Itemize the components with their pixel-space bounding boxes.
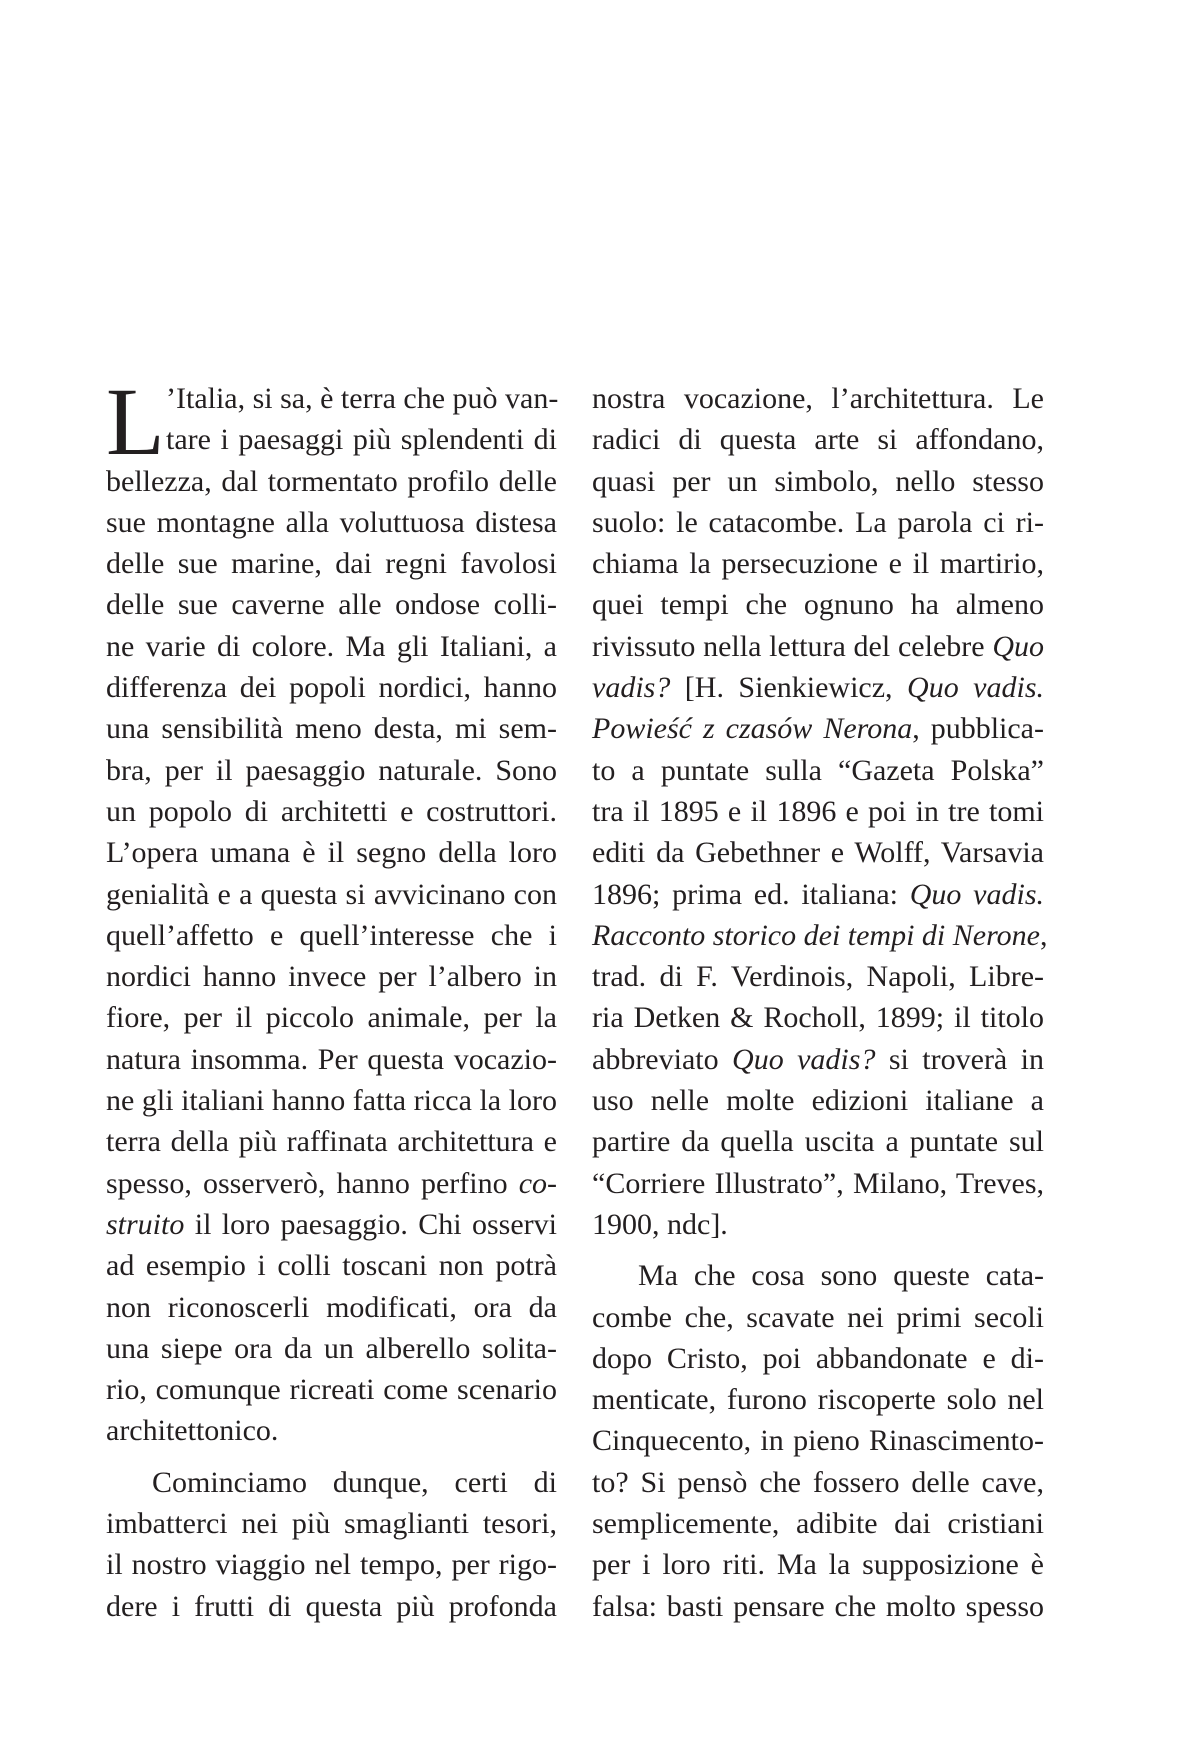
body-text: ria Detken & Rocholl, 1899; il titolo bbox=[592, 1001, 1044, 1035]
body-text: una siepe ora da un alberello solita- bbox=[106, 1331, 557, 1365]
text-line bbox=[592, 1255, 1044, 1296]
text-line bbox=[106, 667, 557, 708]
body-text: falsa: basti pensare che molto spesso bbox=[592, 1589, 1044, 1623]
text-line bbox=[106, 461, 557, 502]
body-text: rio, comunque ricreati come scenario bbox=[106, 1373, 557, 1407]
body-text: L’opera umana è il segno della loro bbox=[106, 836, 557, 870]
text-line bbox=[592, 1080, 1044, 1121]
body-text: to? Si pensò che fossero delle cave, bbox=[592, 1465, 1044, 1499]
body-text: sue montagne alla voluttuosa distesa bbox=[106, 505, 557, 539]
body-text: fiore, per il piccolo animale, per la bbox=[106, 1001, 557, 1035]
text-line bbox=[592, 956, 1044, 997]
text-line bbox=[106, 1328, 557, 1369]
text-line bbox=[106, 1287, 557, 1328]
text-line bbox=[106, 1410, 557, 1451]
text-line bbox=[592, 1503, 1044, 1544]
text-line bbox=[592, 1204, 1044, 1245]
body-text: ne varie di colore. Ma gli Italiani, a bbox=[106, 629, 557, 663]
text-line bbox=[106, 1039, 557, 1080]
text-line bbox=[106, 1204, 557, 1245]
body-text: radici di questa arte si affondano, bbox=[592, 423, 1044, 457]
text-line bbox=[106, 1544, 557, 1585]
text-line bbox=[106, 832, 557, 873]
body-text: spesso, osserverò, hanno perfino bbox=[106, 1166, 519, 1200]
text-line bbox=[106, 1503, 557, 1544]
body-text: Cominciamo dunque, certi di bbox=[152, 1465, 557, 1499]
body-text: terra della più raffinata architettura e bbox=[106, 1125, 557, 1159]
text-line bbox=[106, 1369, 557, 1410]
text-line bbox=[592, 378, 1044, 419]
left-text-column bbox=[106, 368, 559, 1627]
body-text: to a puntate sulla “Gazeta Polska” bbox=[592, 753, 1044, 787]
body-text: bellezza, dal tormentato profilo delle bbox=[106, 464, 557, 498]
right-column-lines bbox=[592, 378, 1048, 1627]
body-text: dere i frutti di questa più profonda bbox=[106, 1589, 557, 1623]
text-line bbox=[592, 1338, 1044, 1379]
body-text: uso nelle molte edizioni italiane a bbox=[592, 1084, 1044, 1118]
text-line bbox=[106, 378, 557, 419]
body-text: menticate, furono riscoperte solo nel bbox=[592, 1383, 1044, 1417]
text-line bbox=[106, 791, 557, 832]
text-line bbox=[106, 1121, 557, 1162]
text-line bbox=[592, 832, 1044, 873]
body-text: bra, per il paesaggio naturale. Sono bbox=[106, 753, 557, 787]
body-text: un popolo di architetti e costruttori. bbox=[106, 794, 557, 828]
body-text: rivissuto nella lettura del celebre bbox=[592, 629, 993, 663]
body-text: semplicemente, adibite dai cristiani bbox=[592, 1507, 1044, 1541]
text-line bbox=[106, 626, 557, 667]
body-text: quasi per un simbolo, nello stesso bbox=[592, 464, 1044, 498]
text-line bbox=[106, 1586, 557, 1627]
body-text: una sensibilità meno desta, mi sem- bbox=[106, 712, 557, 746]
italic-text: Quo vadis. bbox=[909, 877, 1044, 911]
text-line bbox=[592, 997, 1044, 1038]
body-text: natura insomma. Per questa vocazio- bbox=[106, 1042, 557, 1076]
body-text: si troverà in bbox=[875, 1042, 1045, 1076]
body-text: non riconoscerli modificati, ora da bbox=[106, 1290, 557, 1324]
text-line bbox=[592, 750, 1044, 791]
text-line bbox=[106, 750, 557, 791]
text-line bbox=[592, 708, 1044, 749]
body-text: ne gli italiani hanno fatta ricca la loro bbox=[106, 1084, 557, 1118]
body-text: quei tempi che ognuno ha almeno bbox=[592, 588, 1044, 622]
text-line bbox=[592, 626, 1044, 667]
text-line bbox=[106, 419, 557, 460]
body-text: chiama la persecuzione e il martirio, bbox=[592, 547, 1044, 581]
body-text: dopo Cristo, poi abbandonate e di- bbox=[592, 1341, 1044, 1375]
text-line bbox=[106, 543, 557, 584]
text-line bbox=[106, 502, 557, 543]
italic-text: co- bbox=[518, 1166, 557, 1200]
text-line bbox=[106, 1462, 557, 1503]
text-line bbox=[592, 1297, 1044, 1338]
text-line bbox=[592, 874, 1044, 915]
text-line bbox=[592, 791, 1044, 832]
text-line bbox=[592, 1039, 1044, 1080]
body-text: suolo: le catacombe. La parola ci ri- bbox=[592, 505, 1044, 539]
body-text: per i loro riti. Ma la supposizione è bbox=[592, 1548, 1044, 1582]
text-line bbox=[592, 584, 1044, 625]
body-text: , pubblica- bbox=[912, 712, 1044, 746]
text-line bbox=[592, 502, 1044, 543]
text-line bbox=[592, 1163, 1044, 1204]
body-text: ’Italia, si sa, è terra che può van- bbox=[166, 382, 559, 415]
body-text: , bbox=[1039, 918, 1048, 952]
text-line bbox=[592, 667, 1044, 708]
body-text: delle sue caverne alle ondose colli- bbox=[106, 588, 557, 622]
text-line bbox=[106, 874, 557, 915]
body-text: [H. Sienkiewicz, bbox=[670, 671, 908, 705]
right-text-column bbox=[592, 378, 1048, 1627]
italic-text: Quo vadis? bbox=[732, 1042, 876, 1076]
text-line bbox=[592, 1462, 1044, 1503]
body-text: 1896; prima ed. italiana: bbox=[592, 877, 910, 911]
text-line bbox=[592, 543, 1044, 584]
body-text: Cinquecento, in pieno Rinascimento- bbox=[592, 1424, 1044, 1458]
text-line bbox=[592, 1121, 1044, 1162]
text-line bbox=[106, 584, 557, 625]
body-text: editi da Gebethner e Wolff, Varsavia bbox=[592, 836, 1044, 870]
italic-text: struito bbox=[106, 1207, 185, 1241]
body-text: quell’affetto e quell’interesse che i bbox=[106, 918, 557, 952]
italic-text: Powieść z czasów Nerona bbox=[592, 712, 913, 746]
text-line bbox=[106, 997, 557, 1038]
body-text: Ma che cosa sono queste cata- bbox=[638, 1259, 1044, 1293]
body-text: “Corriere Illustrato”, Milano, Treves, bbox=[592, 1166, 1044, 1200]
text-line bbox=[106, 1245, 557, 1286]
left-column-lines bbox=[106, 368, 559, 1627]
body-text: abbreviato bbox=[592, 1042, 733, 1076]
body-text: delle sue marine, dai regni favolosi bbox=[106, 547, 557, 581]
body-text: il nostro viaggio nel tempo, per rigo- bbox=[106, 1548, 557, 1582]
italic-text: Quo vadis. bbox=[907, 671, 1044, 705]
body-text: partire da quella uscita a puntate sul bbox=[592, 1125, 1044, 1159]
body-text: 1900, ndc]. bbox=[592, 1207, 728, 1241]
text-line bbox=[592, 1586, 1044, 1627]
italic-text: Quo bbox=[992, 629, 1044, 663]
drop-cap-letter: L bbox=[106, 368, 165, 475]
body-text: tra il 1895 e il 1896 e poi in tre tomi bbox=[592, 794, 1044, 828]
body-text: imbatterci nei più smaglianti tesori, bbox=[106, 1507, 557, 1541]
body-text: il loro paesaggio. Chi osservi bbox=[184, 1207, 557, 1241]
body-text: architettonico. bbox=[106, 1414, 279, 1448]
italic-text: Racconto storico dei tempi di Nerone bbox=[592, 918, 1040, 952]
text-line bbox=[592, 1544, 1044, 1585]
body-text: nostra vocazione, l’architettura. Le bbox=[592, 382, 1044, 415]
paragraph-break bbox=[106, 1452, 557, 1462]
text-line bbox=[592, 915, 1048, 956]
body-text: differenza dei popoli nordici, hanno bbox=[106, 671, 557, 705]
italic-text: vadis? bbox=[592, 671, 671, 705]
text-line bbox=[106, 915, 557, 956]
text-line bbox=[592, 1379, 1044, 1420]
body-text: nordici hanno invece per l’albero in bbox=[106, 960, 557, 994]
text-line bbox=[592, 461, 1044, 502]
text-line bbox=[592, 419, 1044, 460]
text-line bbox=[106, 956, 557, 997]
body-text: trad. di F. Verdinois, Napoli, Libre- bbox=[592, 960, 1044, 994]
text-line bbox=[106, 1163, 557, 1204]
body-text: tare i paesaggi più splendenti di bbox=[166, 423, 557, 457]
text-line bbox=[106, 1080, 557, 1121]
text-line bbox=[106, 708, 557, 749]
paragraph-break bbox=[592, 1245, 1044, 1255]
body-text: ad esempio i colli toscani non potrà bbox=[106, 1249, 557, 1283]
body-text: combe che, scavate nei primi secoli bbox=[592, 1300, 1044, 1334]
body-text: genialità e a questa si avvicinano con bbox=[106, 877, 557, 911]
text-line bbox=[592, 1420, 1044, 1461]
